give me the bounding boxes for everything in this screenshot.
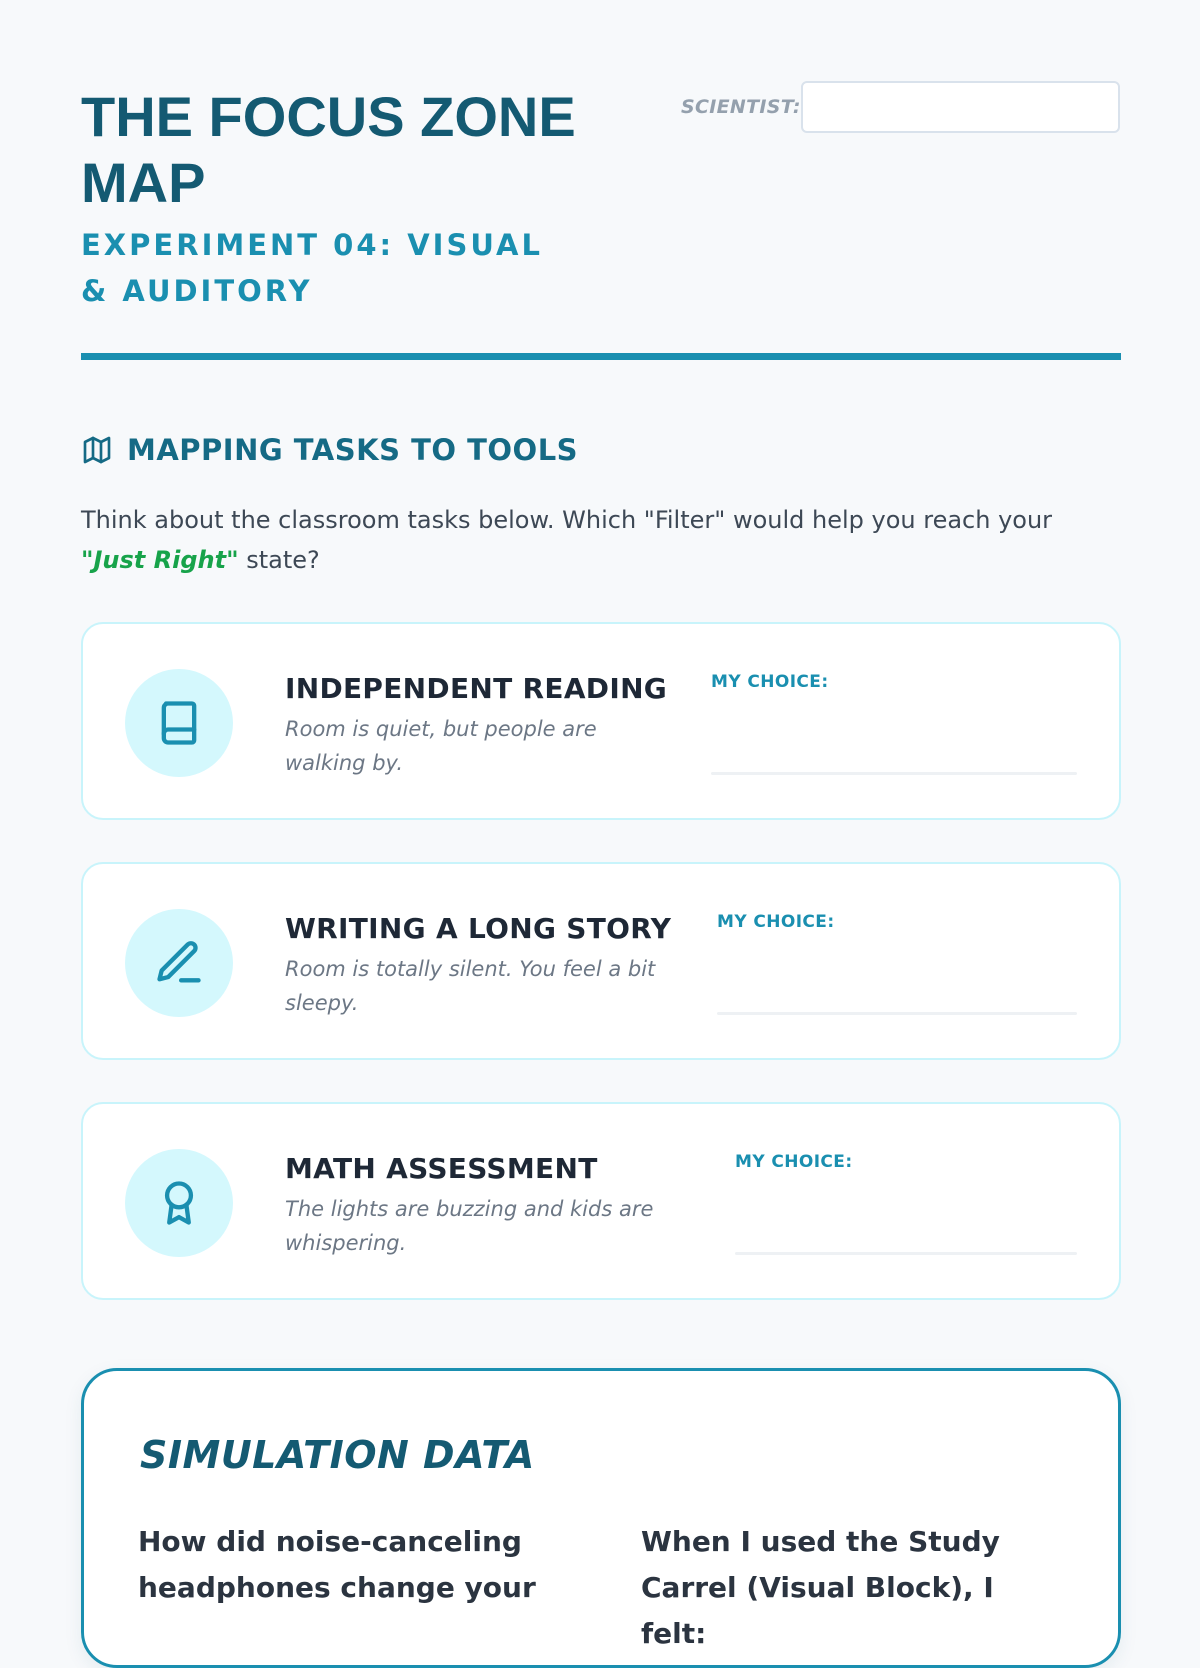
my-choice-input[interactable]: [717, 1012, 1077, 1015]
section-header: [81, 432, 578, 468]
worksheet-page: [81, 0, 1121, 1650]
my-choice-input[interactable]: [735, 1252, 1077, 1255]
simulation-question: How did noise-canceling headphones change your: [138, 1525, 536, 1604]
page-title: THE FOCUS ZONE MAP: [81, 85, 576, 214]
simulation-title: SIMULATION DATA: [140, 1433, 535, 1477]
section-title: MAPPING TASKS TO TOOLS: [127, 433, 579, 467]
intro-text-start: Think about the classroom tasks below. Which "Filter" would help you reach your: [81, 506, 1053, 534]
task-name: MATH ASSESSMENT: [285, 1152, 598, 1185]
task-card-writing: [81, 862, 1121, 1060]
scientist-label: SCIENTIST:: [681, 96, 801, 118]
intro-text-end: state?: [238, 546, 320, 574]
task-card-reading: [81, 622, 1121, 820]
simulation-data-panel: [81, 1368, 1121, 1668]
task-name: WRITING A LONG STORY: [285, 912, 672, 945]
task-description: Room is quiet, but people are walking by.: [285, 717, 597, 775]
page-subtitle: EXPERIMENT 04: VISUAL & AUDITORY: [81, 228, 543, 308]
book-icon: [153, 697, 205, 749]
task-card-math: [81, 1102, 1121, 1300]
award-icon: [153, 1177, 205, 1229]
just-right-highlight: "Just Right": [81, 546, 239, 574]
my-choice-label: MY CHOICE:: [735, 1152, 853, 1172]
task-name: INDEPENDENT READING: [285, 672, 668, 705]
task-icon-circle: [125, 909, 233, 1017]
my-choice-label: MY CHOICE:: [717, 912, 835, 932]
task-icon-circle: [125, 669, 233, 777]
simulation-question: When I used the Study Carrel (Visual Block), I felt:: [641, 1525, 1000, 1650]
scientist-name-input[interactable]: [801, 81, 1120, 133]
task-description: Room is totally silent. You feel a bit sleepy.: [285, 957, 656, 1015]
intro-text: [81, 500, 1121, 580]
my-choice-input[interactable]: [711, 772, 1077, 775]
pencil-icon: [153, 937, 205, 989]
header-divider: [81, 353, 1121, 360]
task-icon-circle: [125, 1149, 233, 1257]
my-choice-label: MY CHOICE:: [711, 672, 829, 692]
header: [81, 0, 1121, 362]
task-description: The lights are buzzing and kids are whispering.: [285, 1197, 654, 1255]
map-icon: [81, 434, 113, 466]
